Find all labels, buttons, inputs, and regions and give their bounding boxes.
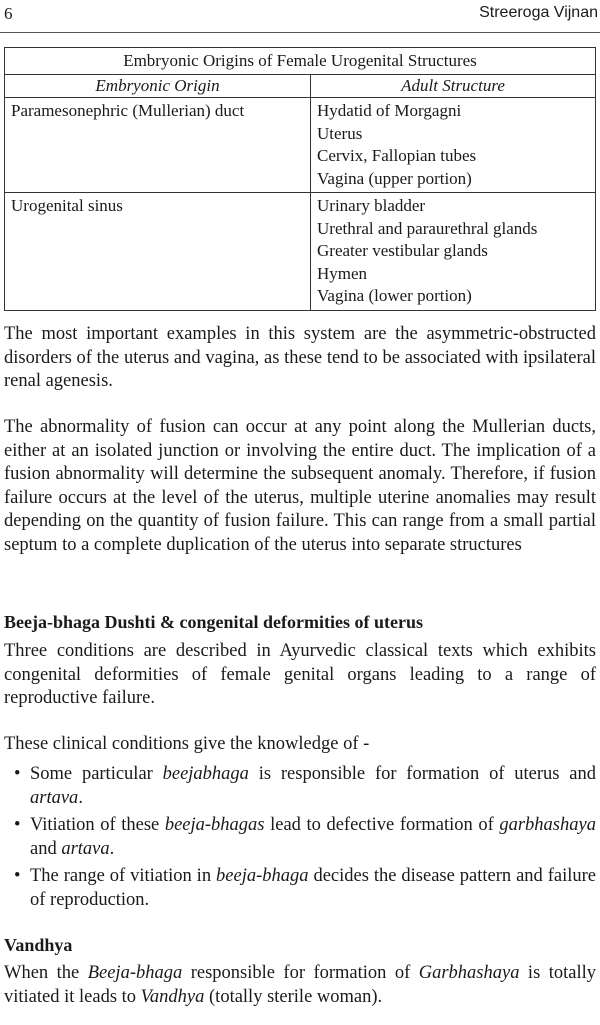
structure-item: Vagina (upper portion) [317,168,472,188]
list-item: • Vitiation of these beeja-bhagas lead to defective formation of garbhashaya and artava. [14,815,596,859]
paragraph-clinical-knowledge: These clinical conditions give the knowledge of - [4,734,370,754]
origin-cell: Urogenital sinus [5,193,311,311]
structure-item: Urethral and paraurethral glands [317,218,538,238]
table-caption: Embryonic Origins of Female Urogenital Structures [5,48,596,75]
knowledge-list [4,763,596,916]
table-row [5,98,596,193]
structure-cell [311,193,596,311]
structure-item: Hymen [317,263,368,283]
structure-cell [311,98,596,193]
column-header-structure: Adult Structure [311,74,596,98]
origin-cell: Paramesonephric (Mullerian) duct [5,98,311,193]
paragraph-three-conditions: Three conditions are described in Ayurvedic classical texts which exhibits congenital deformities of female genital organs leading to a range of reproductive failure. [4,641,596,708]
paragraph-fusion-abnormality: The abnormality of fusion can occur at any point along the Mullerian ducts, either at an isolated junction or involving the entire duct. The implication of a fusion abnormality will determine the subsequent anomaly. Therefore, if fusion failure occurs at the level of the uterus, multiple uterine anomalies may result depending on the quantity of fusion failure. This can range from a small partial septum to a complete duplication of the uterus into separate structures [4,417,596,555]
column-header-origin: Embryonic Origin [5,74,311,98]
structure-item: Hydatid of Morgagni [317,101,462,120]
section-heading-vandhya: Vandhya [4,935,73,955]
running-title: Streeroga Vijnan [479,4,598,21]
structure-item: Vagina (lower portion) [317,286,472,305]
bullet-icon: • [14,764,21,784]
paragraph-vandhya: When the Beeja-bhaga responsible for formation of Garbhashaya is totally vitiated it leads to Vandhya (totally sterile woman). [4,963,596,1007]
list-item: • The range of vitiation in beeja-bhaga decides the disease pattern and failure of reproduction. [14,866,596,910]
table-row [5,193,596,311]
section-heading-beeja-bhaga: Beeja-bhaga Dushti & congenital deformities of uterus [4,612,423,632]
paragraph-renal-agenesis: The most important examples in this system are the asymmetric-obstructed disorders of the uterus and vagina, as these tend to be associated with ipsilateral renal agenesis. [4,324,596,391]
structure-item: Greater vestibular glands [317,241,488,260]
bullet-icon: • [14,815,21,835]
list-item: • Some particular beejabhaga is responsible for formation of uterus and artava. [14,764,596,808]
structure-item: Cervix, Fallopian tubes [317,146,477,165]
bullet-icon: • [14,866,21,886]
header-rule [0,32,600,33]
structure-item: Urinary bladder [317,196,426,215]
page-number: 6 [4,4,13,23]
page-header [4,4,598,28]
embryonic-origins-table [4,47,596,311]
table-header-row [5,74,596,98]
structure-item: Uterus [317,123,363,143]
table-caption-row [5,48,596,75]
